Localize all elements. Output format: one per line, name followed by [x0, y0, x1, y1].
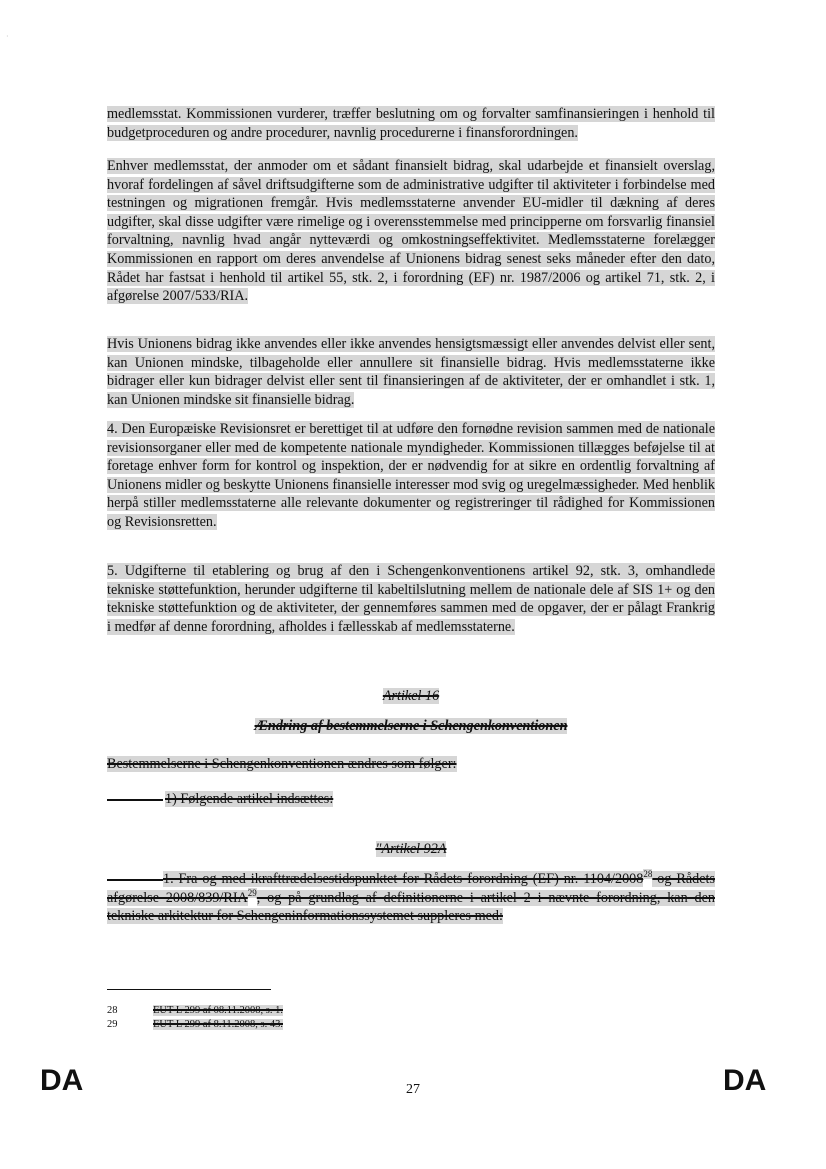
article-92a-heading: "Artikel 92A	[375, 841, 447, 857]
indent-dash	[107, 879, 163, 881]
article-16-heading: Artikel 16	[382, 688, 440, 704]
page-number: 27	[406, 1082, 420, 1097]
footnote-ref-29[interactable]: 29	[247, 887, 257, 898]
language-code-right: DA	[723, 1064, 767, 1097]
article-16-title: Ændring af bestemmelserne i Schengenkonventionen	[254, 718, 568, 734]
scan-mark: ·	[6, 32, 9, 41]
paragraph-5: 5. Udgifterne til etablering og brug af den i Schengenkonventionens artikel 92, stk. 3, omhandlede tekniske støttefunktion, herunder udgifterne til kabeltilslutning mellem de nationale dele af SIS 1+ og den tekniske støttefunktion og de aktiviteter, der gennemføres sammen med de opgaver, der er pålagt Frankrig i medfør af denne forordning, afholdes i fællesskab af medlemsstaterne.	[107, 563, 715, 635]
article-92a-text: 1. Fra og med ikrafttrædelsestidspunktet for Rådets forordning (EF) nr. 1104/2008$^{28}$ og Rådets afgørelse 2008/839/RIA$^{29}$, og på grundlag af definitionerne i artikel 2 i nævnte forordning, kan den tekniske arkitektur for Schengeninformationssystemet suppleres med:	[107, 869, 715, 925]
article-16-intro: Bestemmelserne i Schengenkonventionen ændres som følger:	[107, 756, 457, 772]
footnote-ref-28[interactable]: 28	[643, 869, 653, 880]
footnote-separator	[107, 989, 271, 990]
footnote-28: 28 EUT L 299 af 08.11.2008, s. 1.	[107, 1005, 283, 1016]
paragraph-3: Hvis Unionens bidrag ikke anvendes eller ikke anvendes hensigtsmæssigt eller anvendes delvist eller sent, kan Unionen mindske, tilbageholde eller annullere sit finansielle bidrag. Hvis medlemsstaterne ikke bidrager eller kun bidrager delvist eller sent til finansieringen af de aktiviteter, der er omhandlet i stk. 1, kan Unionen mindske sit finansielle bidrag.	[107, 336, 715, 408]
indent-dash	[107, 799, 163, 801]
footnote-29: 29 EUT L 299 af 8.11.2008, s. 43.	[107, 1019, 283, 1030]
paragraph-4: 4. Den Europæiske Revisionsret er berettiget til at udføre den fornødne revision sammen med de nationale revisionsorganer eller med de kompetente nationale myndigheder. Kommissionen tillægges beføjelse til at foretage enhver form for kontrol og inspektion, der er nødvendig for at sikre en ordentlig forvaltning af Unionens midler og beskytte Unionens finansielle interesser mod svig og uregelmæssigheder. Med henblik herpå stiller medlemsstaterne alle relevante dokumenter og registreringer til rådighed for Kommissionen og Revisionsretten.	[107, 421, 715, 530]
paragraph-1: medlemsstat. Kommissionen vurderer, træffer beslutning om og forvalter samfinansieringen i henhold til budgetproceduren og andre procedurer, navnlig procedurerne i finansforordningen.	[107, 106, 715, 141]
paragraph-2: Enhver medlemsstat, der anmoder om et sådant finansielt bidrag, skal udarbejde et finansielt overslag, hvoraf fordelingen af såvel driftsudgifterne som de administrative udgifter til aktiviteter i forbindelse med testningen og migrationen fremgår. Hvis medlemsstaterne anvender EU-midler til dækning af deres udgifter, skal disse udgifter være rimelige og i overensstemmelse med principperne om forsvarlig finansiel forvaltning, navnlig hvad angår nytteværdi og omkostningseffektivitet. Medlemsstaterne forelægger Kommissionen en rapport om deres anvendelse af Unionens bidrag senest seks måneder efter den dato, Rådet har fastsat i henhold til artikel 55, stk. 2, i forordning (EF) nr. 1987/2006 og artikel 71, stk. 2, i afgørelse 2007/533/RIA.	[107, 158, 715, 305]
article-16-point-1: 1) Følgende artikel indsættes:	[107, 790, 333, 808]
language-code-left: DA	[40, 1064, 84, 1097]
